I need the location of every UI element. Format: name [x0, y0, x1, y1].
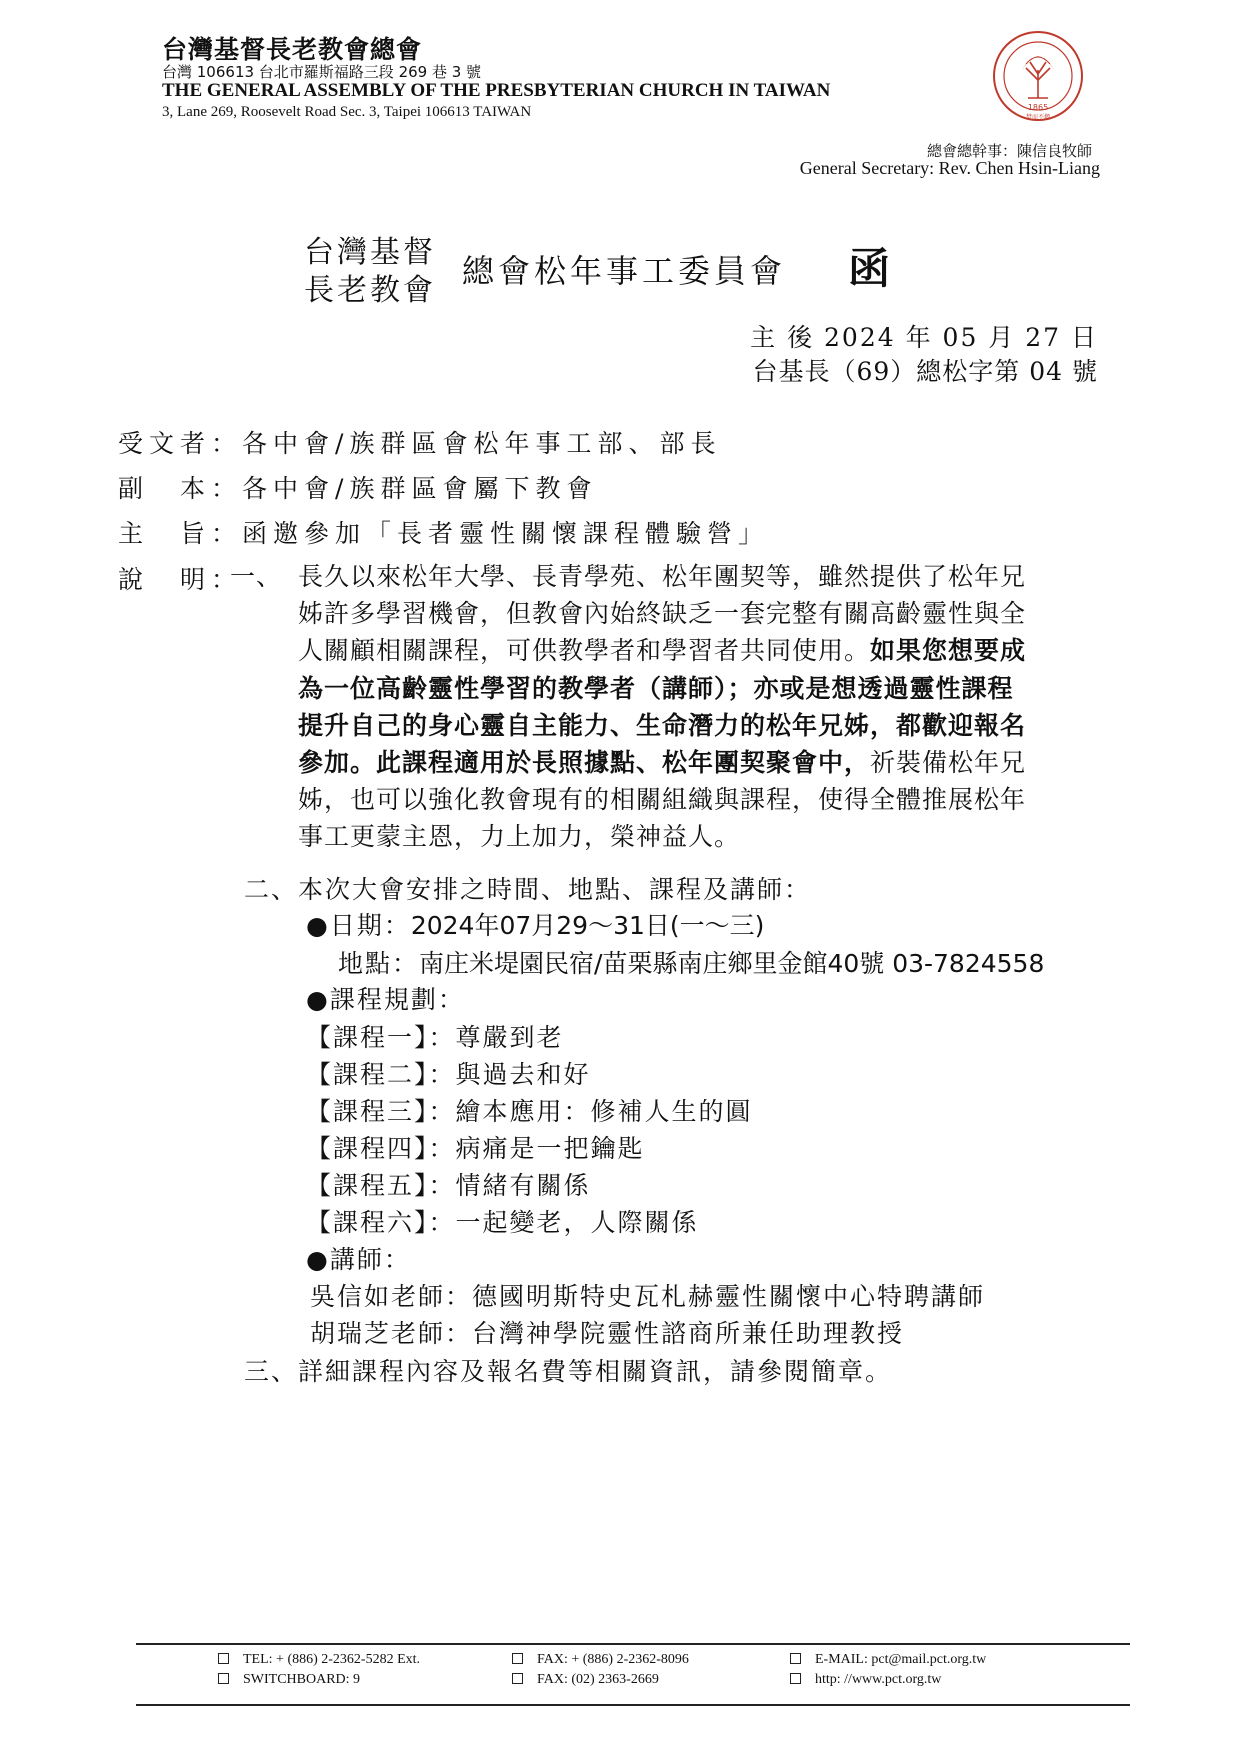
cc-row: [118, 469, 597, 505]
date-label: ●日期：: [306, 911, 411, 940]
checkbox-square-icon: [790, 1673, 801, 1684]
footer-tel: TEL: + (886) 2-2362-5282 Ext.: [218, 1652, 420, 1668]
para1-line: 人關顧相關課程，可供教學者和學習者共同使用。如果您想要成: [298, 636, 1027, 666]
checkbox-square-icon: [512, 1673, 523, 1684]
org-name-zh: 台灣基督長老教會總會: [162, 35, 423, 64]
para1-line: 姊，也可以強化教會現有的相關組織與課程，使得全體推展松年: [298, 785, 1027, 815]
lecturer-item: 吳信如老師：德國明斯特史瓦札赫靈性關懷中心特聘講師: [310, 1282, 986, 1311]
footer-website[interactable]: http: //www.pct.org.tw: [790, 1672, 941, 1688]
org-name-en: THE GENERAL ASSEMBLY OF THE PRESBYTERIAN CHURCH IN TAIWAN: [162, 80, 831, 101]
subject-label: 主 旨：: [118, 519, 243, 548]
para1-bold-text: 參加。此課程適用於長照據點、松年團契聚會中，: [298, 748, 871, 778]
course-item: 【課程三】：繪本應用：修補人生的圓: [306, 1097, 753, 1126]
church-seal-logo: [992, 30, 1084, 122]
explanation-paragraph-1: [230, 558, 1098, 856]
event-location-row: [338, 944, 1044, 980]
document-type: 函: [848, 244, 891, 293]
checkbox-square-icon: [512, 1653, 523, 1664]
para1-marker: 一、: [230, 562, 283, 591]
recipient-value: 各中會/族群區會松年事工部、部長: [242, 429, 722, 458]
subject-row: [118, 514, 769, 550]
church-name-line2: 長老教會: [304, 273, 436, 308]
explain-label: 說 明：: [118, 565, 243, 594]
course-item: 【課程六】：一起變老，人際關係: [306, 1208, 699, 1237]
committee-title: 總會松年事工委員會: [462, 252, 787, 290]
para3: 三、詳細課程內容及報名費等相關資訊，請參閱簡章。: [244, 1357, 893, 1386]
para1-bold-line: 提升自己的身心靈自主能力、生命潛力的松年兄姊，都歡迎報名: [298, 710, 1027, 740]
para2-heading: 二、本次大會安排之時間、地點、課程及講師：: [244, 875, 812, 904]
para1-line: 長久以來松年大學、長青學苑、松年團契等，雖然提供了松年兄: [298, 562, 1027, 591]
footer-bottom-rule: [136, 1704, 1130, 1706]
event-date-row: [306, 906, 764, 942]
footer-switchboard: SWITCHBOARD: 9: [218, 1672, 360, 1688]
lecturer-item: 胡瑞芝老師：台灣神學院靈性諮商所兼任助理教授: [310, 1319, 905, 1348]
para1-line: 參加。此課程適用於長照據點、松年團契聚會中，祈裝備松年兄: [298, 748, 1027, 778]
para1-line: 姊許多學習機會，但教會內始終缺乏一套完整有關高齡靈性與全: [298, 599, 1027, 629]
para1-line: 事工更蒙主恩，力上加力，榮神益人。: [298, 822, 741, 852]
para1-bold-text: 如果您想要成: [870, 636, 1027, 666]
org-address-zh: 台灣 106613 台北市羅斯福路三段 269 巷 3 號: [162, 63, 482, 81]
checkbox-square-icon: [218, 1673, 229, 1684]
recipient-label: 受文者：: [118, 429, 243, 458]
subject-value: 函邀參加「長者靈性關懷課程體驗營」: [242, 519, 770, 548]
cc-value: 各中會/族群區會屬下教會: [242, 474, 598, 503]
course-item: 【課程五】：情緒有關係: [306, 1171, 591, 1200]
footer-top-rule: [136, 1643, 1130, 1645]
general-secretary-en: General Secretary: Rev. Chen Hsin-Liang: [799, 158, 1100, 178]
document-reference: 台基長（69）總松字第 04 號: [752, 357, 1098, 386]
course-plan-heading: ●課程規劃：: [306, 985, 465, 1014]
course-item: 【課程二】：與過去和好: [306, 1060, 591, 1089]
cc-label: 副 本：: [118, 474, 243, 503]
event-date-value: 2024年07月29～31日(一～三): [410, 911, 765, 940]
location-label: 地點：: [338, 949, 420, 978]
church-name-line1: 台灣基督: [304, 235, 436, 270]
checkbox-square-icon: [218, 1653, 229, 1664]
footer-fax1: FAX: + (886) 2-2362-8096: [512, 1652, 689, 1668]
course-item: 【課程四】：病痛是一把鑰匙: [306, 1134, 645, 1163]
document-date: 主 後 2024 年 05 月 27 日: [750, 323, 1098, 352]
general-secretary-zh: 總會總幹事：陳信良牧師: [926, 142, 1092, 160]
para1-bold-line: 為一位高齡靈性學習的教學者（講師）；亦或是想透過靈性課程: [298, 673, 1014, 703]
seal-motto: 焚而不燬: [1025, 114, 1051, 121]
course-item: 【課程一】：尊嚴到老: [306, 1023, 564, 1052]
lecturer-heading: ●講師：: [306, 1245, 411, 1274]
seal-year: 1865: [1027, 103, 1049, 112]
checkbox-square-icon: [790, 1653, 801, 1664]
footer-email[interactable]: E-MAIL: pct@mail.pct.org.tw: [790, 1652, 986, 1668]
footer-fax2: FAX: (02) 2363-2669: [512, 1672, 659, 1688]
church-name-stack: [304, 234, 436, 310]
org-address-en: 3, Lane 269, Roosevelt Road Sec. 3, Taipei 106613 TAIWAN: [162, 104, 532, 120]
event-location-value: 南庄米堤園民宿/苗栗縣南庄鄉里金館40號 03-7824558: [419, 949, 1045, 978]
recipient-row: [118, 424, 721, 460]
